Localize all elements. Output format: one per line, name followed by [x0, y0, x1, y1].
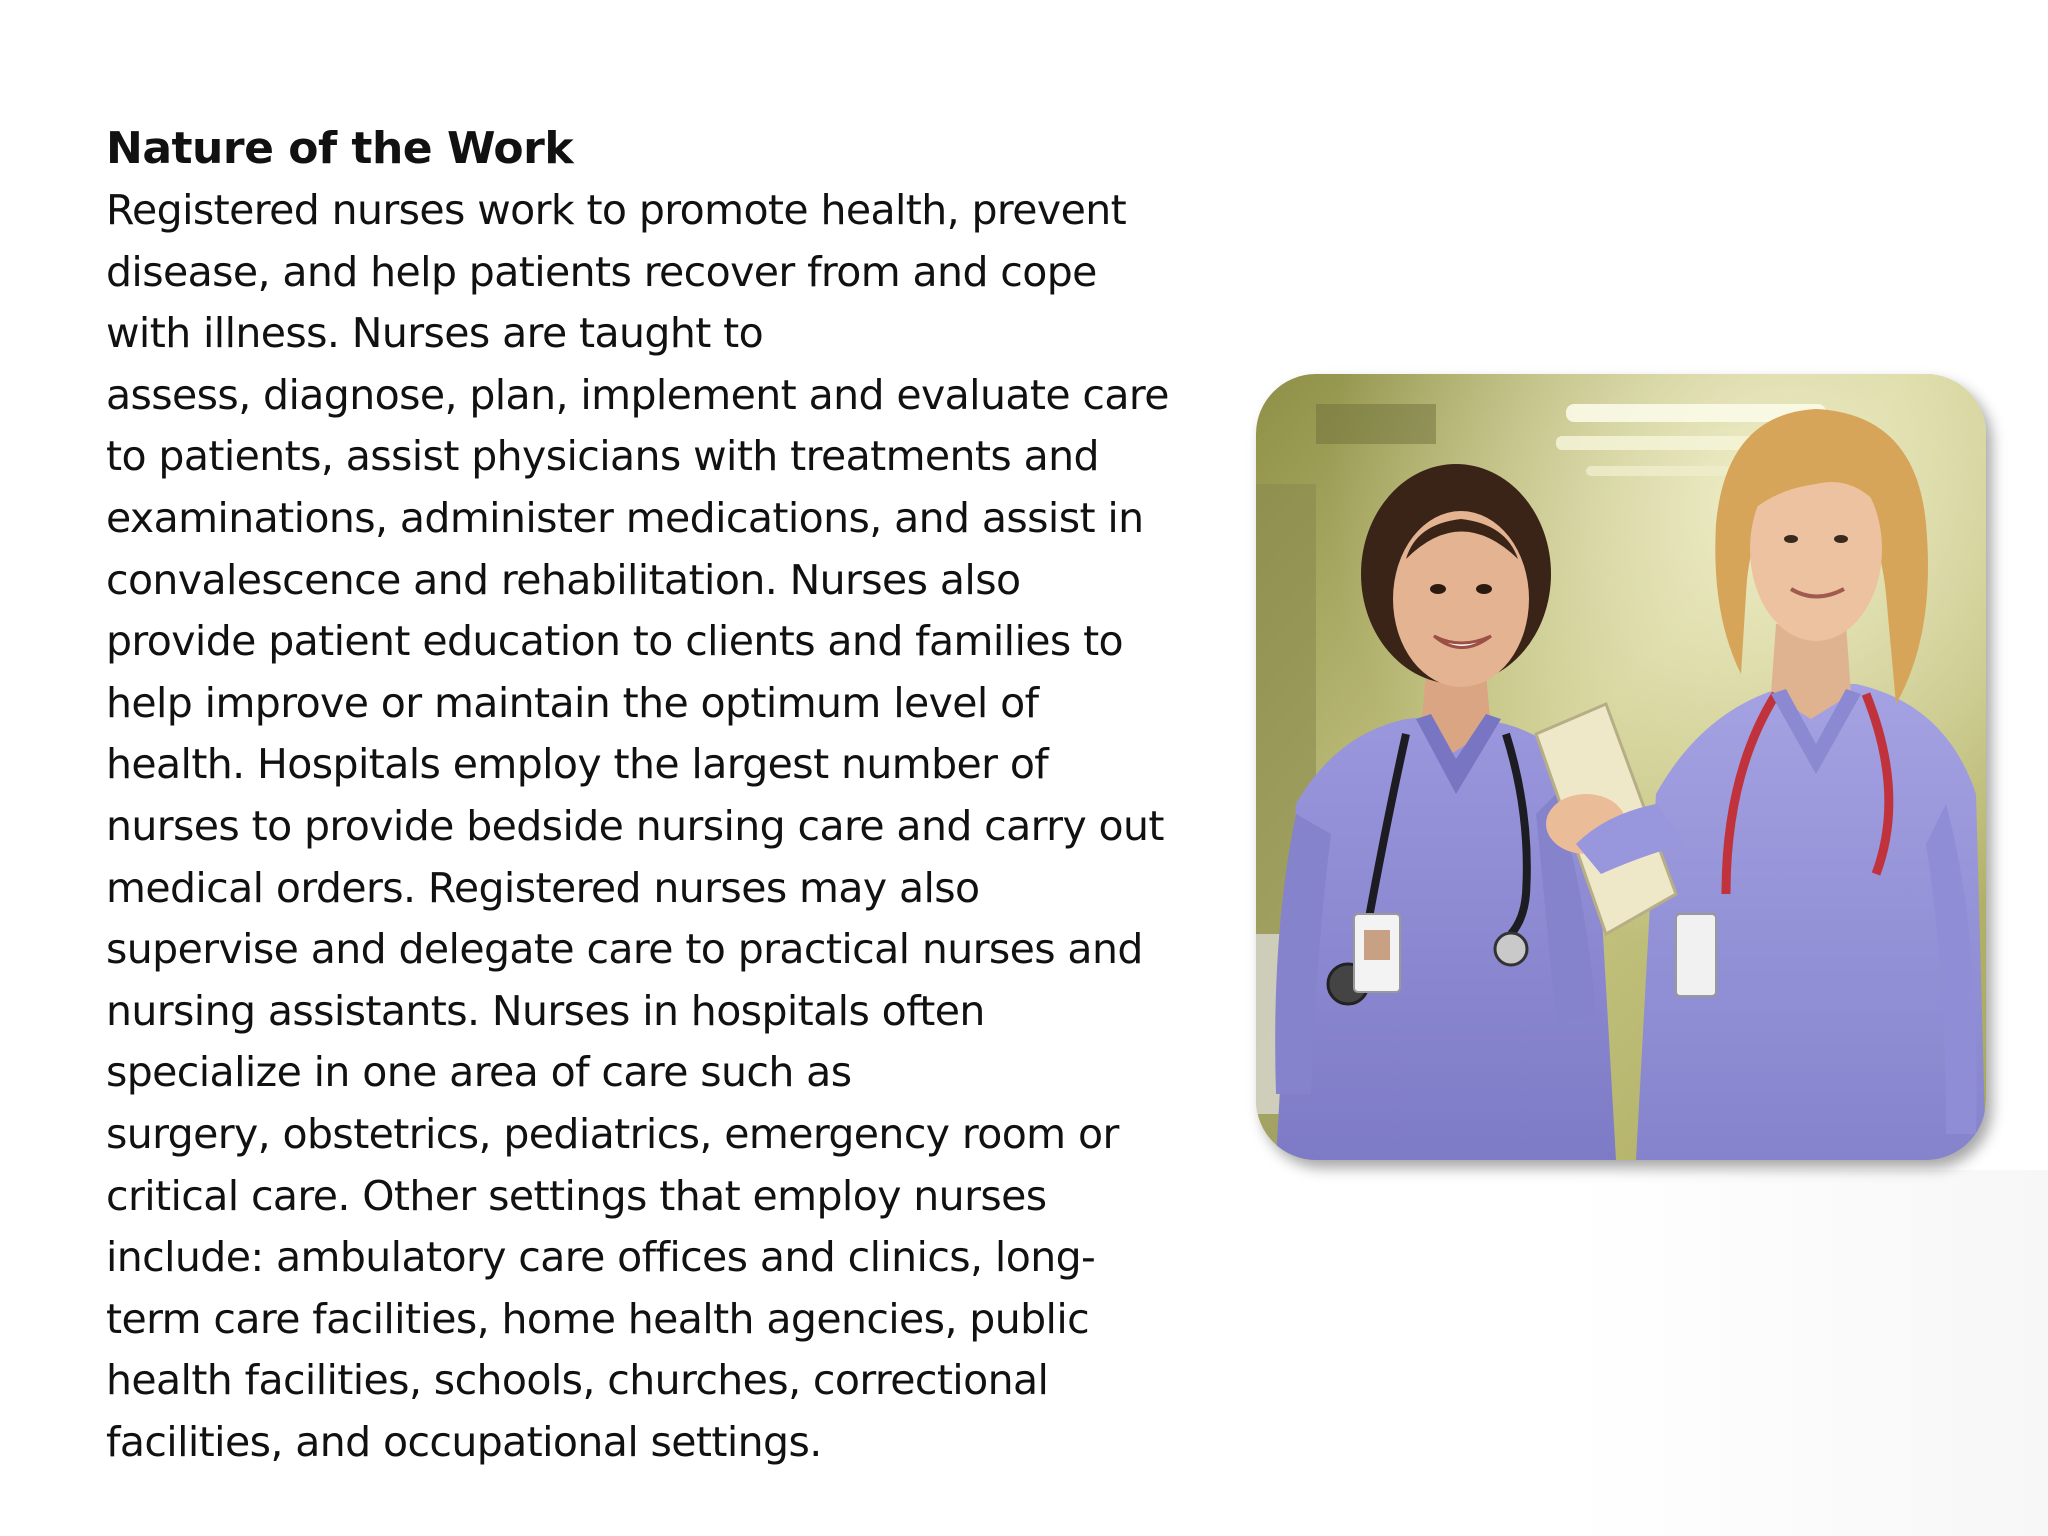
body-line: surgery, obstetrics, pediatrics, emergency room or: [106, 1109, 1119, 1158]
body-line: nursing assistants. Nurses in hospitals often: [106, 986, 985, 1035]
body-line: help improve or maintain the optimum level of: [106, 678, 1039, 727]
body-line: nurses to provide bedside nursing care and carry out: [106, 801, 1164, 850]
nurses-photo: [1256, 374, 1986, 1160]
body-line: term care facilities, home health agencies, public: [106, 1294, 1090, 1343]
body-line: specialize in one area of care such as: [106, 1048, 852, 1097]
text-block: [106, 118, 1256, 1473]
body-line: supervise and delegate care to practical nurses and: [106, 925, 1143, 974]
body-line: facilities, and occupational settings.: [106, 1417, 822, 1466]
body-line: health facilities, schools, churches, correctional: [106, 1356, 1049, 1405]
slide-heading: Nature of the Work: [106, 123, 574, 174]
body-line: include: ambulatory care offices and clinics, long-: [106, 1233, 1096, 1282]
photo-illustration: [1256, 374, 1986, 1160]
body-line: with illness. Nurses are taught to: [106, 309, 764, 358]
slide-body: [106, 180, 1256, 1473]
body-line: disease, and help patients recover from and cope: [106, 247, 1097, 296]
body-line: Registered nurses work to promote health, prevent: [106, 186, 1127, 234]
body-line: medical orders. Registered nurses may also: [106, 863, 980, 912]
body-line: assess, diagnose, plan, implement and evaluate care: [106, 370, 1169, 419]
body-line: convalescence and rehabilitation. Nurses also: [106, 555, 1021, 604]
body-line: examinations, administer medications, and assist in: [106, 493, 1144, 542]
body-line: health. Hospitals employ the largest number of: [106, 740, 1049, 789]
background-fade: [1570, 1170, 2048, 1536]
body-line: to patients, assist physicians with treatments and: [106, 432, 1099, 481]
body-line: provide patient education to clients and families to: [106, 617, 1124, 666]
body-line: critical care. Other settings that employ nurses: [106, 1171, 1047, 1220]
